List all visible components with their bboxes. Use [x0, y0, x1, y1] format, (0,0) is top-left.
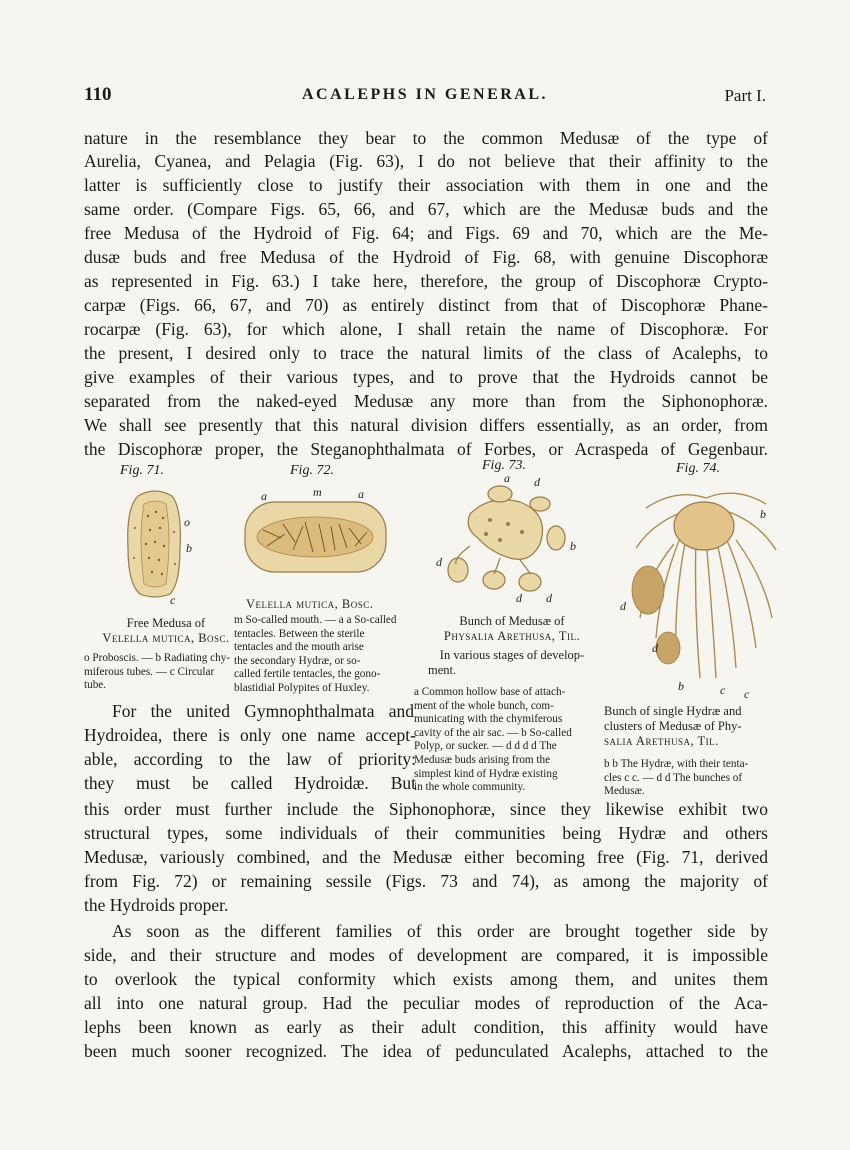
caption-line: Medusæ. — [604, 785, 645, 798]
text-line: separated from the naked-eyed Medusæ any more than from the Siphonophoræ. — [84, 391, 768, 411]
page-header — [84, 84, 766, 110]
caption-line: m So-called mouth. — a a So-called — [234, 614, 397, 626]
text-line: nature in the resemblance they bear to the common Medusæ of the type of — [84, 128, 768, 148]
text-line: rocarpæ (Fig. 63), for which alone, I shall retain the name of Discophoræ. For — [84, 319, 768, 339]
fig73-letter-d3: d — [516, 591, 522, 605]
caption-line: the secondary Hydræ, or so- — [234, 654, 361, 667]
caption-line: o Proboscis. — b Radiating chy- — [84, 652, 231, 664]
fig71-title-line: Free Medusa of — [126, 616, 206, 630]
fig71-letter-o: o — [184, 515, 190, 529]
text-line: side, and their structure and modes of development are compared, it is impossible — [84, 945, 768, 965]
caption-line: b b The Hydræ, with their tenta- — [604, 758, 749, 770]
fig72-caption — [234, 614, 412, 696]
fig71-caption — [84, 652, 244, 693]
text-line: give examples of their various types, and to prove that the Hydroids cannot be — [84, 367, 768, 387]
page-number: 110 — [84, 84, 112, 105]
fig73-title — [424, 614, 600, 678]
fig74-letter-c: c — [720, 683, 726, 697]
fig74-title-line: clusters of Medusæ of Phy- — [604, 719, 742, 733]
text-line: free Medusa of the Hydroid of Fig. 64; and Figs. 69 and 70, which are the Me- — [84, 223, 768, 243]
fig74-title-line: salia Arethusa, Til. — [604, 734, 719, 748]
fig73-letter-d: d — [534, 475, 540, 489]
text-line: been much sooner recognized. The idea of pedunculated Acalephs, attached to the — [84, 1041, 768, 1061]
running-title: ACALEPHS IN GENERAL. — [301, 86, 549, 103]
caption-line: cavity of the air sac. — b So-called — [414, 726, 572, 739]
text-line: they must be called Hydroidæ. But — [84, 773, 416, 793]
fig73-letter-a: a — [504, 471, 510, 485]
fig72-velella-illustration — [243, 485, 388, 575]
caption-line: a Common hollow base of attach- — [414, 686, 566, 698]
text-line: latter is sufficiently close to justify their association with them in one and the — [84, 175, 768, 195]
fig73-label: Fig. 73. — [482, 458, 526, 473]
fig71-letter-c: c — [170, 593, 176, 607]
fig74-label: Fig. 74. — [676, 461, 720, 476]
fig73-title-line: In various stages of develop- — [439, 648, 585, 662]
caption-line: ment of the whole bunch, com- — [414, 699, 554, 712]
part-label: Part I. — [724, 86, 766, 105]
fig74-caption — [604, 758, 790, 799]
text-line: structural types, some individuals of their communities being Hydræ and others — [84, 823, 768, 843]
fig73-caption — [414, 686, 602, 795]
fig71-title — [96, 616, 236, 646]
caption-line: blastidial Polypites of Huxley. — [234, 681, 370, 694]
fig73-letter-b: b — [570, 539, 576, 553]
fig73-title-line: ment. — [428, 663, 457, 677]
fig72-letter-a: a — [261, 489, 267, 503]
caption-line: in the whole community. — [414, 781, 526, 794]
caption-line: cles c c. — d d The bunches of — [604, 771, 743, 784]
text-line: to overlook the typical conformity which exists among them, and unites them — [84, 969, 768, 989]
fig74-letter-d2: d — [652, 641, 658, 655]
text-line: As soon as the different families of this order are brought together side by — [112, 921, 768, 941]
text-line: Hydroidea, there is only one name accept- — [84, 725, 416, 745]
caption-line: tentacles. Between the sterile — [234, 627, 365, 640]
fig74-letter-b2: b — [678, 679, 684, 693]
fig73-letter-d2: d — [436, 555, 442, 569]
caption-line: tentacles and the mouth arise — [234, 641, 364, 654]
fig72-letter-a2: a — [358, 487, 364, 501]
caption-line: called fertile tentacles, the gono- — [234, 668, 381, 681]
text-line: Medusæ, variously combined, and the Medusæ either becoming free (Fig. 71, derived — [84, 847, 768, 867]
fig74-title-line: Bunch of single Hydræ and — [604, 704, 742, 718]
text-line: same order. (Compare Figs. 65, 66, and 67, which are the Medusæ buds and the — [84, 199, 768, 219]
text-line: from Fig. 72) or remaining sessile (Figs. 73 and 74), as among the majority of — [84, 871, 768, 891]
text-line: We shall see presently that this natural division differs essentially, as an order, from — [84, 415, 768, 435]
text-line: able, according to the law of priority: — [84, 749, 416, 769]
fig74-letter-c2: c — [744, 687, 750, 701]
text-line: dusæ buds and free Medusa of the Hydroid of Fig. 68, with genuine Discophoræ — [84, 247, 768, 267]
caption-line: Medusæ buds arising from the — [414, 753, 551, 766]
fig72-title: Velella mutica, Bosc. — [246, 597, 374, 611]
fig73-medusae-bunch-illustration — [430, 471, 580, 605]
caption-line: Polyp, or sucker. — d d d d The — [414, 740, 557, 753]
fig73-title-line: Physalia Arethusa, Til. — [443, 629, 581, 643]
caption-line: tube. — [84, 679, 107, 692]
fig74-letter-d: d — [620, 599, 626, 613]
text-line: this order must further include the Siphonophoræ, since they likewise exhibit two — [84, 799, 768, 819]
caption-line: municating with the chymiferous — [414, 713, 563, 726]
text-line: carpæ (Figs. 66, 67, and 70) as entirely distinct from that of Discophoræ Phane- — [84, 295, 768, 315]
caption-line: miferous tubes. — c Circular — [84, 665, 215, 678]
fig73-letter-d4: d — [546, 591, 552, 605]
fig71-medusa-illustration — [110, 488, 200, 607]
fig71-label: Fig. 71. — [120, 463, 164, 478]
text-line: lephs been known as early as their adult condition, this affinity would have — [84, 1017, 768, 1037]
fig72-label: Fig. 72. — [290, 463, 334, 478]
text-line: For the united Gymnophthalmata and — [112, 701, 414, 721]
text-line: all into one natural group. Had the peculiar modes of reproduction of the Aca- — [84, 993, 768, 1013]
fig72-letter-m: m — [313, 485, 322, 499]
fig74-title — [604, 704, 788, 749]
fig71-title-line: Velella mutica, Bosc. — [102, 631, 230, 645]
fig74-hydrae-illustration — [616, 478, 796, 701]
text-line: the Hydroids proper. — [84, 895, 229, 915]
fig74-letter-b: b — [760, 507, 766, 521]
text-line: as represented in Fig. 63.) I take here, therefore, the group of Discophoræ Crypto- — [84, 271, 768, 291]
text-line: Aurelia, Cyanea, and Pelagia (Fig. 63), I do not believe that their affinity to the — [84, 151, 768, 171]
text-line: the Discophoræ proper, the Steganophthalmata of Forbes, or Acraspeda of Gegenbaur. — [84, 439, 768, 459]
fig71-letter-b: b — [186, 541, 192, 555]
text-line: the present, I desired only to trace the natural limits of the class of Acalephs, to — [84, 343, 768, 363]
caption-line: simplest kind of Hydræ existing — [414, 767, 558, 780]
fig73-title-line: Bunch of Medusæ of — [459, 614, 565, 628]
